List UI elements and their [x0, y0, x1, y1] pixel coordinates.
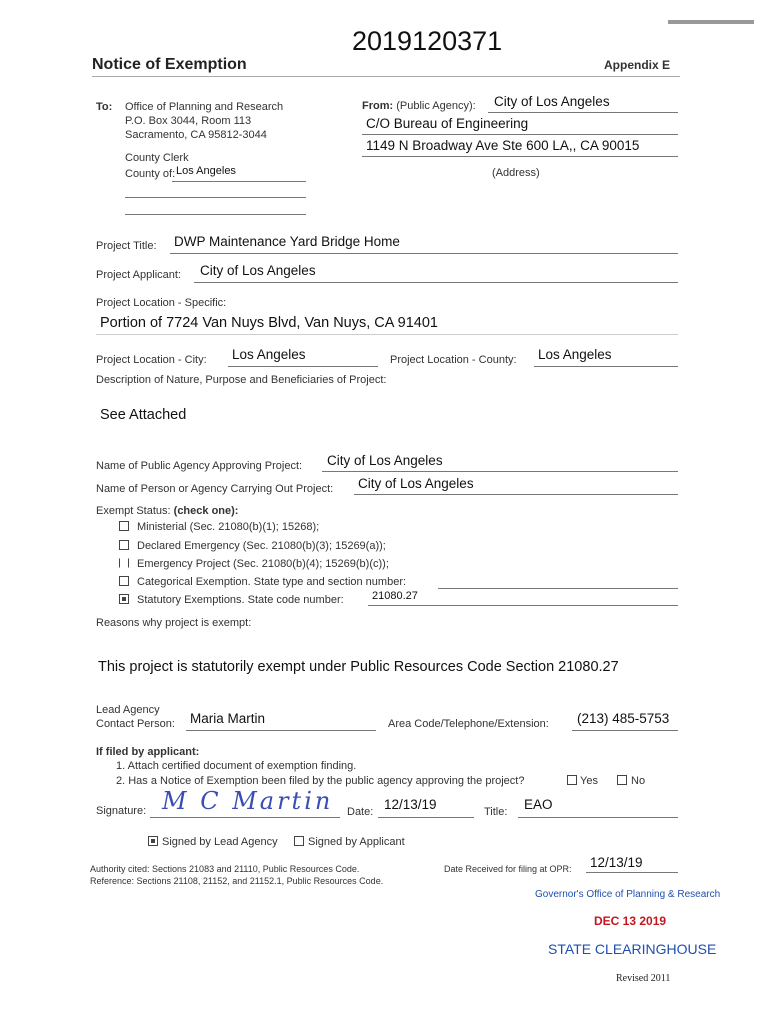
signed-by-lead-agency[interactable] [148, 836, 278, 848]
to-label: To: [96, 101, 113, 113]
statutory-line [368, 605, 678, 606]
location-specific-value: Portion of 7724 Van Nuys Blvd, Van Nuys, CA 91401 [100, 315, 438, 331]
filed-no-label: No [631, 775, 646, 787]
filed-yes-label: Yes [580, 775, 598, 787]
signed-by-applicant-checkbox[interactable] [294, 836, 304, 846]
stamp-clearinghouse: STATE CLEARINGHOUSE [548, 941, 717, 957]
approving-agency-value: City of Los Angeles [327, 453, 443, 468]
applicant-filing-heading: If filed by applicant: [96, 746, 200, 758]
project-title-value: DWP Maintenance Yard Bridge Home [174, 234, 400, 249]
authority-line2: Reference: Sections 21108, 21152, and 21152.1, Public Resources Code. [90, 876, 384, 886]
address-label: (Address) [492, 167, 540, 179]
revised-label: Revised 2011 [616, 973, 671, 984]
from-line-2: C/O Bureau of Engineering [366, 116, 529, 131]
phone-label: Area Code/Telephone/Extension: [388, 718, 549, 730]
contact-name-line [186, 730, 376, 731]
blank-line-1 [125, 197, 306, 198]
county-clerk-label: County Clerk [125, 152, 189, 164]
stamp-office: Governor's Office of Planning & Research [535, 889, 721, 900]
filed-no-option[interactable] [617, 775, 645, 787]
project-title-label: Project Title: [96, 240, 157, 252]
date-label: Date: [347, 806, 374, 818]
location-county-line [534, 366, 678, 367]
reasons-label: Reasons why project is exempt: [96, 617, 252, 629]
county-of-label: County of: [125, 168, 176, 180]
signature-handwriting: M C Martin [162, 787, 334, 815]
description-label: Description of Nature, Purpose and Beneficiaries of Project: [96, 374, 387, 386]
declared-emergency-checkbox[interactable] [119, 540, 129, 550]
to-line-1: Office of Planning and Research [125, 101, 284, 113]
date-value: 12/13/19 [384, 797, 437, 812]
signed-by-applicant[interactable] [294, 836, 405, 848]
to-line-3: Sacramento, CA 95812-3044 [125, 129, 267, 141]
stamp-date: DEC 13 2019 [594, 914, 667, 928]
exempt-option-categorical[interactable] [119, 576, 406, 588]
location-specific-label: Project Location - Specific: [96, 297, 227, 309]
from-agency-line [488, 112, 678, 113]
to-line-2: P.O. Box 3044, Room 113 [125, 115, 252, 127]
signature-label: Signature: [96, 805, 147, 817]
title-value: EAO [524, 797, 553, 812]
filed-no-checkbox[interactable] [617, 775, 627, 785]
title-label: Title: [484, 806, 508, 818]
contact-label-line1: Lead Agency [96, 704, 160, 716]
document-number: 2019120371 [352, 26, 503, 56]
signed-by-applicant-label: Signed by Applicant [308, 836, 405, 848]
categorical-label: Categorical Exemption. State type and section number: [137, 576, 407, 588]
project-applicant-label: Project Applicant: [96, 269, 181, 281]
signed-by-lead-agency-checkbox[interactable] [148, 836, 158, 846]
from-line-3-rule [362, 156, 678, 157]
reasons-value: This project is statutorily exempt under Public Resources Code Section 21080.27 [98, 659, 619, 675]
carrying-out-line [354, 494, 678, 495]
received-line [586, 872, 678, 873]
exempt-status-text: Exempt Status: [96, 505, 171, 517]
phone-line [572, 730, 678, 731]
contact-label-line2: Contact Person: [96, 718, 175, 730]
received-value: 12/13/19 [590, 855, 643, 870]
contact-name: Maria Martin [190, 711, 266, 726]
carrying-out-value: City of Los Angeles [358, 476, 474, 491]
filed-yes-option[interactable] [567, 775, 598, 787]
emergency-project-label: Emergency Project (Sec. 21080(b)(4); 15269(b)(c)); [137, 558, 389, 570]
location-county-value: Los Angeles [538, 347, 612, 362]
from-line-3: 1149 N Broadway Ave Ste 600 LA,, CA 90015 [366, 138, 640, 153]
exempt-option-ministerial[interactable] [119, 521, 319, 533]
carrying-out-label: Name of Person or Agency Carrying Out Project: [96, 483, 334, 495]
title-line [518, 817, 678, 818]
from-line-2-rule [362, 134, 678, 135]
project-applicant-value: City of Los Angeles [200, 263, 316, 278]
from-agency-value: City of Los Angeles [494, 94, 610, 109]
emergency-project-checkbox[interactable] [119, 558, 129, 568]
project-applicant-line [194, 282, 678, 283]
phone-value: (213) 485-5753 [577, 711, 670, 726]
categorical-checkbox[interactable] [119, 576, 129, 586]
county-of-line [172, 181, 306, 182]
county-of-value: Los Angeles [176, 165, 236, 177]
declared-emergency-label: Declared Emergency (Sec. 21080(b)(3); 15269(a)); [137, 540, 386, 552]
approving-agency-line [322, 471, 678, 472]
location-county-label: Project Location - County: [390, 354, 517, 366]
corner-mark [668, 20, 754, 24]
exempt-option-emergency-project[interactable] [119, 558, 389, 570]
signed-by-lead-agency-label: Signed by Lead Agency [162, 836, 278, 848]
authority-line1: Authority cited: Sections 21083 and 21110, Public Resources Code. [90, 864, 360, 874]
received-label: Date Received for filing at OPR: [444, 864, 572, 874]
signature-line [150, 817, 340, 818]
exempt-option-statutory[interactable] [119, 594, 344, 606]
from-label [362, 100, 476, 112]
categorical-line [438, 588, 678, 589]
from-label-text: From: [362, 100, 394, 112]
appendix-label: Appendix E [604, 58, 671, 72]
blank-line-2 [125, 214, 306, 215]
ministerial-label: Ministerial (Sec. 21080(b)(1); 15268); [137, 521, 320, 533]
project-title-line [170, 253, 678, 254]
statutory-label: Statutory Exemptions. State code number: [137, 594, 344, 606]
filed-yes-checkbox[interactable] [567, 775, 577, 785]
location-city-line [228, 366, 378, 367]
exempt-status-label [96, 505, 238, 517]
from-agency-label: (Public Agency): [396, 100, 476, 112]
exempt-option-declared-emergency[interactable] [119, 540, 386, 552]
page-title: Notice of Exemption [92, 56, 247, 73]
location-specific-line [96, 334, 678, 335]
applicant-filing-item1: 1. Attach certified document of exemption finding. [116, 760, 357, 772]
statutory-code-value: 21080.27 [372, 590, 418, 602]
date-line [378, 817, 474, 818]
ministerial-checkbox[interactable] [119, 521, 129, 531]
location-city-value: Los Angeles [232, 347, 306, 362]
description-value: See Attached [100, 407, 187, 423]
header-rule [92, 76, 680, 77]
applicant-filing-item2: 2. Has a Notice of Exemption been filed by the public agency approving the project? [116, 775, 525, 787]
approving-agency-label: Name of Public Agency Approving Project: [96, 460, 303, 472]
statutory-checkbox[interactable] [119, 594, 129, 604]
exempt-status-hint: (check one): [173, 505, 239, 517]
location-city-label: Project Location - City: [96, 354, 207, 366]
